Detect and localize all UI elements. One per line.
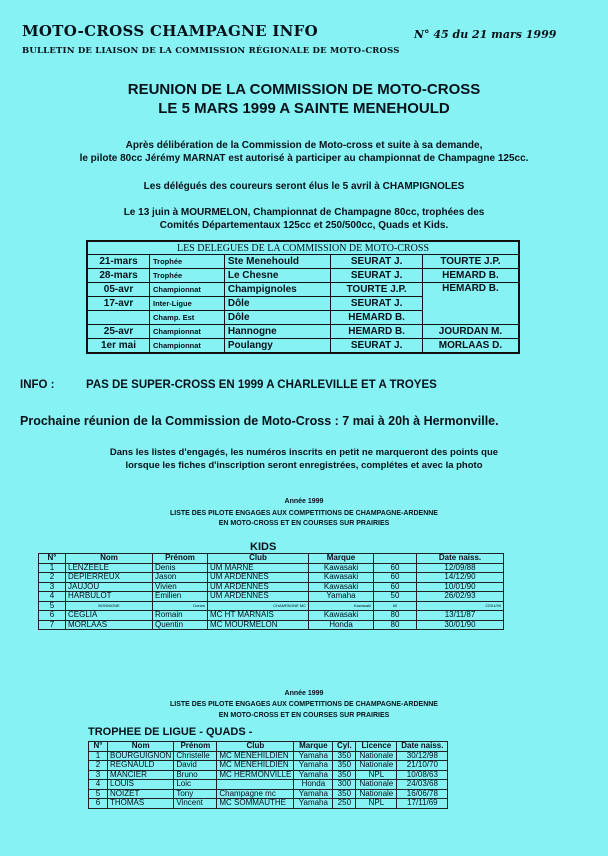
row-place: Ste Menehould	[224, 255, 330, 269]
cell-nom: LOUIS	[108, 780, 174, 790]
cell-nom: LENZEELE	[66, 563, 153, 573]
cell-prenom: Denis	[153, 563, 208, 573]
cell-date: 14/12/90	[417, 573, 504, 583]
cell-marque: Yamaha	[294, 799, 333, 809]
cell-no: 3	[39, 582, 66, 592]
cell-no: 6	[39, 611, 66, 621]
cell-date: 24/03/68	[397, 780, 448, 790]
notice-line1: Dans les listes d'engagés, les numéros inscrits en petit ne marqueront des points que	[109, 447, 499, 458]
row-delegate2: HEMARD B.	[422, 269, 519, 283]
cell-club: MC MENEHILDIEN	[217, 751, 294, 761]
para3-line2: Comités Départementaux 125cc et 250/500cc, Quads et Kids.	[159, 220, 449, 231]
col-marque: Marque	[309, 554, 374, 564]
info-label: INFO :	[20, 379, 55, 391]
cell-no: 2	[39, 573, 66, 583]
cell-num: 60	[374, 601, 417, 611]
col-date: Date naiss.	[397, 742, 448, 752]
row-delegate1: SEURAT J.	[331, 269, 423, 283]
col-no: N°	[39, 554, 66, 564]
cell-num: 60	[374, 563, 417, 573]
cell-nom: THOMAS	[108, 799, 174, 809]
cell-licence: Nationale	[356, 789, 397, 799]
row-delegate1: SEURAT J.	[331, 297, 423, 311]
cell-nom: NOIZET	[108, 789, 174, 799]
cell-date: 21/10/70	[397, 761, 448, 771]
cell-prenom: Vivien	[153, 582, 208, 592]
row-delegate1: SEURAT J.	[331, 255, 423, 269]
row-date: 28-mars	[87, 269, 150, 283]
cell-date: 22/01/90	[417, 601, 504, 611]
cell-prenom: Bruno	[174, 770, 217, 780]
meeting-title-line1: REUNION DE LA COMMISSION DE MOTO-CROSS	[127, 81, 481, 98]
cell-marque: Kawasaki	[309, 563, 374, 573]
table-row	[89, 799, 448, 809]
cell-club: MC HT MARNAIS	[208, 611, 309, 621]
cell-no: 3	[89, 770, 108, 780]
cell-cyl: 350	[333, 770, 356, 780]
cell-no: 6	[89, 799, 108, 809]
row-type: Championnat	[150, 283, 225, 297]
row-type: Inter-Ligue	[150, 297, 225, 311]
row-date: 21-mars	[87, 255, 150, 269]
bulletin-title: MOTO-CROSS CHAMPAGNE INFO	[22, 22, 319, 40]
cell-club: UM ARDENNES	[208, 573, 309, 583]
para1-line1: Après délibération de la Commission de Moto-cross et suite à sa demande,	[125, 140, 483, 151]
table-header-row	[89, 742, 448, 752]
cell-marque: Yamaha	[294, 751, 333, 761]
col-no: N°	[89, 742, 108, 752]
cell-no: 4	[89, 780, 108, 790]
cell-prenom: Romain	[153, 611, 208, 621]
cell-nom: JAUJOU	[66, 582, 153, 592]
cell-no: 5	[89, 789, 108, 799]
row-type: Trophée	[150, 269, 225, 283]
meeting-title-line2: LE 5 MARS 1999 A SAINTE MENEHOULD	[158, 100, 450, 117]
row-type: Champ. Est	[150, 311, 225, 325]
cell-prenom: Christelle	[174, 751, 217, 761]
col-prenom: Prénom	[174, 742, 217, 752]
cell-no: 5	[39, 601, 66, 611]
cell-licence: Nationale	[356, 751, 397, 761]
cell-prenom: Tony	[174, 789, 217, 799]
row-delegate1: HEMARD B.	[331, 311, 423, 325]
cell-prenom: Emilien	[153, 592, 208, 602]
table-row	[39, 611, 504, 621]
kids-title: KIDS	[250, 541, 277, 553]
cell-num: 60	[374, 573, 417, 583]
quads-table	[88, 741, 448, 809]
cell-date: 10/01/90	[417, 582, 504, 592]
table-row	[87, 325, 519, 339]
para1-line2: le pilote 80cc Jérémy MARNAT est autorisé à participer au championnat de Champagne 125cc.	[79, 153, 529, 164]
cell-no: 4	[39, 592, 66, 602]
cell-prenom: Quentin	[153, 620, 208, 630]
cell-date: 13/11/87	[417, 611, 504, 621]
cell-no: 1	[89, 751, 108, 761]
table-row	[87, 269, 519, 283]
cell-cyl: 350	[333, 789, 356, 799]
row-type: Championnat	[150, 339, 225, 354]
cell-club: Champagne mc	[217, 789, 294, 799]
cell-cyl: 350	[333, 751, 356, 761]
cell-club: MC SOMMAUTHE	[217, 799, 294, 809]
cell-club: MC MOURMELON	[208, 620, 309, 630]
cell-prenom: Dorian	[153, 601, 208, 611]
cell-marque: Yamaha	[309, 592, 374, 602]
cell-club: UM ARDENNES	[208, 592, 309, 602]
cell-marque: Kawasaki	[309, 573, 374, 583]
row-place: Hannogne	[224, 325, 330, 339]
row-delegate1: TOURTE J.P.	[331, 283, 423, 297]
cell-prenom: Jason	[153, 573, 208, 583]
cell-marque: Kawasaki	[309, 582, 374, 592]
quads-year: Année 1999	[284, 690, 324, 697]
cell-club	[217, 780, 294, 790]
notice-line2: lorsque les fiches d'inscription seront enregistrées, complétes et avec la photo	[125, 460, 483, 471]
col-num	[374, 554, 417, 564]
col-date: Date naiss.	[417, 554, 504, 564]
table-header-row	[39, 554, 504, 564]
cell-licence: NPL	[356, 770, 397, 780]
para2: Les délégués des coureurs seront élus le 5 avril à CHAMPIGNOLES	[143, 181, 465, 192]
row-place: Champignoles	[224, 283, 330, 297]
col-nom: Nom	[66, 554, 153, 564]
bulletin-subtitle: BULLETIN DE LIAISON DE LA COMMISSION RÉGIONALE DE MOTO-CROSS	[22, 46, 400, 56]
cell-no: 7	[39, 620, 66, 630]
issue-number: N° 45 du 21 mars 1999	[414, 28, 557, 41]
cell-no: 1	[39, 563, 66, 573]
row-date: 05-avr	[87, 283, 150, 297]
cell-date: 26/02/93	[417, 592, 504, 602]
cell-nom: HARBULOT	[66, 592, 153, 602]
col-club: Club	[208, 554, 309, 564]
cell-marque: Yamaha	[294, 789, 333, 799]
row-type: Championnat	[150, 325, 225, 339]
table-row	[39, 620, 504, 630]
cell-nom: DEPIERREUX	[66, 573, 153, 583]
kids-table	[38, 553, 504, 630]
quads-title: TROPHEE DE LIGUE - QUADS -	[88, 726, 253, 738]
cell-club: MC MENEHILDIEN	[217, 761, 294, 771]
cell-date: 10/08/63	[397, 770, 448, 780]
cell-club: MC HERMONVILLE	[217, 770, 294, 780]
col-club: Club	[217, 742, 294, 752]
cell-marque: Honda	[294, 780, 333, 790]
row-date: 17-avr	[87, 297, 150, 311]
cell-nom: MANCIER	[108, 770, 174, 780]
row-place: Dôle	[224, 297, 330, 311]
row-place: Dôle	[224, 311, 330, 325]
cell-licence: Nationale	[356, 780, 397, 790]
cell-date: 16/06/78	[397, 789, 448, 799]
cell-date: 12/09/88	[417, 563, 504, 573]
cell-date: 30/12/98	[397, 751, 448, 761]
kids-year: Année 1999	[284, 498, 324, 505]
cell-prenom: Vincent	[174, 799, 217, 809]
table-row	[87, 339, 519, 354]
cell-num: 50	[374, 592, 417, 602]
col-cyl: Cyl.	[333, 742, 356, 752]
delegates-caption: LES DELEGUES DE LA COMMISSION DE MOTO-CROSS	[87, 241, 519, 255]
row-delegate2: JOURDAN M.	[422, 325, 519, 339]
table-row	[89, 770, 448, 780]
row-delegate1: SEURAT J.	[331, 339, 423, 354]
cell-date: 17/11/69	[397, 799, 448, 809]
cell-prenom: Loic	[174, 780, 217, 790]
cell-club: CHAMPAGNE MC	[208, 601, 309, 611]
row-delegate2: TOURTE J.P.	[422, 255, 519, 269]
cell-nom: BONNIGNE	[66, 601, 153, 611]
kids-list-line2: EN MOTO-CROSS ET EN COURSES SUR PRAIRIES	[218, 520, 390, 527]
table-row	[89, 780, 448, 790]
table-row	[87, 255, 519, 269]
cell-date: 30/01/90	[417, 620, 504, 630]
row-delegate2: HEMARD B.	[422, 283, 519, 325]
col-licence: Licence	[356, 742, 397, 752]
cell-num: 80	[374, 620, 417, 630]
cell-licence: NPL	[356, 799, 397, 809]
row-place: Le Chesne	[224, 269, 330, 283]
table-row	[89, 761, 448, 771]
quads-list-line2: EN MOTO-CROSS ET EN COURSES SUR PRAIRIES	[218, 712, 390, 719]
cell-num: 80	[374, 611, 417, 621]
cell-marque: Yamaha	[294, 770, 333, 780]
delegates-table	[86, 240, 520, 354]
cell-club: UM ARDENNES	[208, 582, 309, 592]
col-marque: Marque	[294, 742, 333, 752]
cell-club: UM MARNE	[208, 563, 309, 573]
row-place: Poulangy	[224, 339, 330, 354]
row-type: Trophée	[150, 255, 225, 269]
cell-cyl: 250	[333, 799, 356, 809]
cell-marque: Kawasaki	[309, 601, 374, 611]
col-nom: Nom	[108, 742, 174, 752]
row-date: 1er mai	[87, 339, 150, 354]
next-meeting: Prochaine réunion de la Commission de Moto-Cross : 7 mai à 20h à Hermonville.	[20, 414, 499, 428]
cell-marque: Honda	[309, 620, 374, 630]
table-row	[39, 592, 504, 602]
cell-cyl: 300	[333, 780, 356, 790]
para3-line1: Le 13 juin à MOURMELON, Championnat de Champagne 80cc, trophées des	[123, 207, 485, 218]
table-row	[87, 283, 519, 297]
col-prenom: Prénom	[153, 554, 208, 564]
cell-nom: CEGLIA	[66, 611, 153, 621]
table-row	[39, 573, 504, 583]
cell-nom: BOURGUIGNON	[108, 751, 174, 761]
row-delegate1: HEMARD B.	[331, 325, 423, 339]
cell-licence: Nationale	[356, 761, 397, 771]
cell-cyl: 350	[333, 761, 356, 771]
row-date: 25-avr	[87, 325, 150, 339]
row-delegate2: MORLAAS D.	[422, 339, 519, 354]
quads-list-line1: LISTE DES PILOTE ENGAGES AUX COMPETITIONS DE CHAMPAGNE-ARDENNE	[170, 701, 438, 708]
kids-list-line1: LISTE DES PILOTE ENGAGES AUX COMPETITIONS DE CHAMPAGNE-ARDENNE	[170, 510, 438, 517]
cell-no: 2	[89, 761, 108, 771]
cell-num: 60	[374, 582, 417, 592]
cell-nom: REGNAULD	[108, 761, 174, 771]
info-text: PAS DE SUPER-CROSS EN 1999 A CHARLEVILLE ET A TROYES	[86, 379, 437, 391]
cell-marque: Yamaha	[294, 761, 333, 771]
cell-nom: MORLAAS	[66, 620, 153, 630]
row-date	[87, 311, 150, 325]
cell-prenom: David	[174, 761, 217, 771]
cell-marque: Kawasaki	[309, 611, 374, 621]
